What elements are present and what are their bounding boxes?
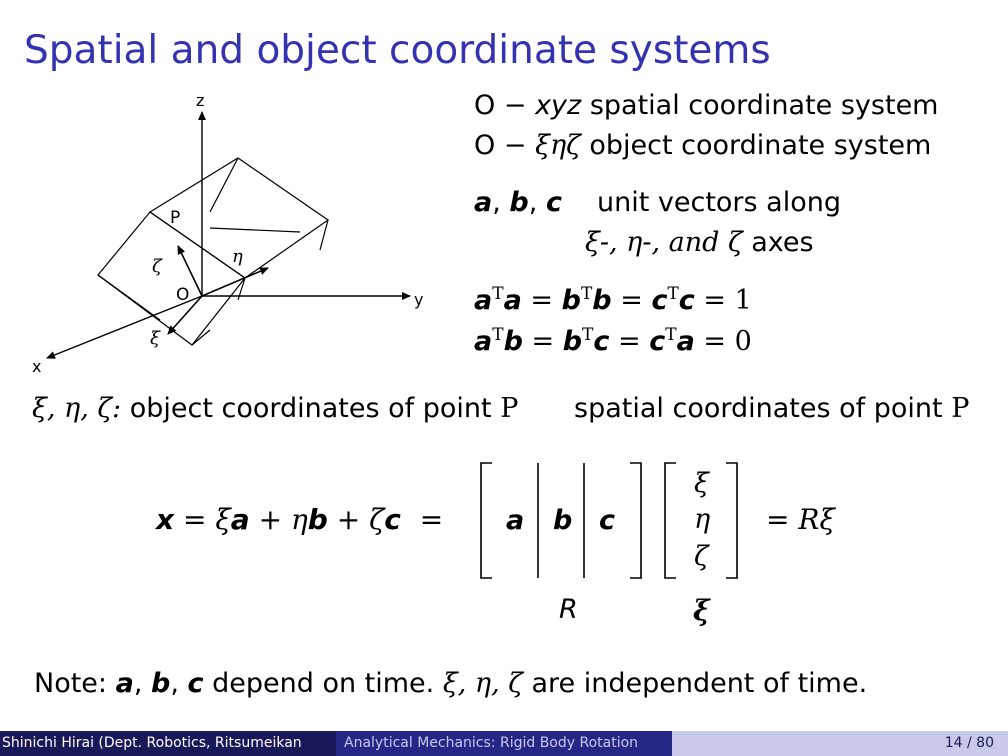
spatial-system-line <box>474 90 938 121</box>
vector-b: b <box>562 326 583 357</box>
vector-c: c <box>599 505 616 536</box>
xyz-symbol: xyz <box>535 90 582 121</box>
note-prefix: Note: <box>34 668 108 699</box>
xi-label: ξ <box>150 328 160 349</box>
zeta-symbol: ζ <box>369 503 385 536</box>
equals: = <box>618 326 641 357</box>
minus-symbol: − <box>503 130 527 161</box>
rhs-one: = 1 <box>703 285 752 316</box>
eta-symbol: η <box>290 503 308 536</box>
axes-line <box>585 227 814 258</box>
greek-symbols: ξηζ <box>535 130 581 161</box>
xi-vector-label: ξ <box>693 594 710 627</box>
unit-vectors-line <box>474 187 562 218</box>
vector-c: c <box>384 503 401 536</box>
xi-symbol: ξ <box>215 503 231 536</box>
orthonormal-eq-1 <box>474 284 752 316</box>
vector-c: c <box>649 326 666 357</box>
footer-bar <box>0 731 1008 756</box>
vector-b: b <box>151 668 171 699</box>
vector-c: c <box>545 187 562 218</box>
slide-title: Spatial and object coordinate systems <box>24 28 771 73</box>
eta-vector <box>202 268 268 296</box>
y-label: y <box>414 290 424 309</box>
vector-b: b <box>592 285 612 316</box>
vector-b: b <box>509 187 529 218</box>
minus-symbol: − <box>503 90 527 121</box>
r-label: R <box>559 594 578 625</box>
vector-xi: ξ <box>694 468 709 499</box>
vector-b: b <box>503 326 523 357</box>
footer-title-text: Analytical Mechanics: Rigid Body Rotation <box>344 735 639 751</box>
note-mid: depend on time. <box>212 668 435 699</box>
vector-a: a <box>506 505 525 536</box>
o-label: O <box>176 285 190 305</box>
vector-c: c <box>651 285 668 316</box>
vector-c: c <box>593 326 610 357</box>
vector-a: a <box>115 668 134 699</box>
zeta-label: ζ <box>152 256 162 277</box>
equals: = <box>419 503 444 536</box>
footer-page <box>672 731 1008 756</box>
unit-vectors-text: unit vectors along <box>597 187 842 218</box>
plus: + <box>258 503 283 536</box>
greek-symbols: ξ, η, ζ: <box>32 393 122 424</box>
x-axis <box>47 296 202 358</box>
greek-symbols: ξ, η, ζ <box>442 668 523 699</box>
vector-c: c <box>187 668 204 699</box>
vector-a: a <box>676 326 695 357</box>
xi-axis-text: ξ-, <box>585 227 627 258</box>
eta-label: η <box>232 246 243 267</box>
vector-a: a <box>474 285 493 316</box>
vector-b: b <box>307 503 328 536</box>
comma: , <box>528 187 538 218</box>
equation-lhs <box>156 503 443 536</box>
object-system-text: object coordinate system <box>589 130 932 161</box>
footer-author <box>0 731 336 756</box>
vector-zeta: ζ <box>694 541 709 572</box>
zeta-axis-text: ζ <box>728 227 743 258</box>
rhs-zero: = 0 <box>703 326 752 357</box>
coordinate-diagram <box>20 85 440 380</box>
object-coords-caption <box>32 393 518 424</box>
note-suffix: are independent of time. <box>531 668 868 699</box>
vector-b: b <box>553 505 573 536</box>
spatial-system-text: spatial coordinate system <box>589 90 939 121</box>
footer-title <box>336 731 672 756</box>
point-p: P <box>951 393 970 424</box>
equals: = <box>620 285 643 316</box>
vector-eta: η <box>694 504 711 535</box>
axes-word: axes <box>751 227 814 258</box>
o-symbol: O <box>474 90 496 121</box>
orthonormal-eq-2 <box>474 325 752 357</box>
vector-c: c <box>678 285 695 316</box>
x-label: x <box>32 357 42 376</box>
rigid-body-box <box>98 158 328 345</box>
transpose: T <box>667 284 679 304</box>
matrix-col-a <box>506 505 524 536</box>
z-label: z <box>196 91 205 110</box>
equation-rhs: = Rξ <box>766 503 835 536</box>
p-label: P <box>170 208 181 228</box>
transpose: T <box>582 325 594 345</box>
transpose: T <box>492 284 504 304</box>
point-p: P <box>500 393 519 424</box>
object-system-line <box>474 130 931 161</box>
object-coords-text: object coordinates of point <box>129 393 492 424</box>
vector-a: a <box>474 187 493 218</box>
vector-b: b <box>561 285 581 316</box>
matrix-col-b <box>553 505 572 536</box>
vector-a: a <box>230 503 250 536</box>
transpose: T <box>492 325 504 345</box>
equals: = <box>531 326 555 357</box>
o-symbol: O <box>474 130 496 161</box>
transpose: T <box>580 284 593 304</box>
matrix-col-c <box>599 505 615 536</box>
note-line: Note: a, b, c depend on time. ξ, η, ζ are independent of time. <box>34 668 868 699</box>
equals: = <box>182 503 207 536</box>
spatial-coords-caption <box>574 393 969 424</box>
vector-a: a <box>503 285 522 316</box>
page-number: 14 / 80 <box>944 735 994 751</box>
equals: = <box>530 285 554 316</box>
vector-x: x <box>156 503 175 536</box>
footer-author-text: Shinichi Hirai (Dept. Robotics, Ritsumeikan <box>2 735 302 751</box>
eta-axis-text: η-, and <box>626 227 728 258</box>
spatial-coords-text: spatial coordinates of point <box>574 393 943 424</box>
transpose: T <box>665 325 677 345</box>
vector-a: a <box>474 326 493 357</box>
comma: , <box>492 187 501 218</box>
plus: + <box>336 503 361 536</box>
